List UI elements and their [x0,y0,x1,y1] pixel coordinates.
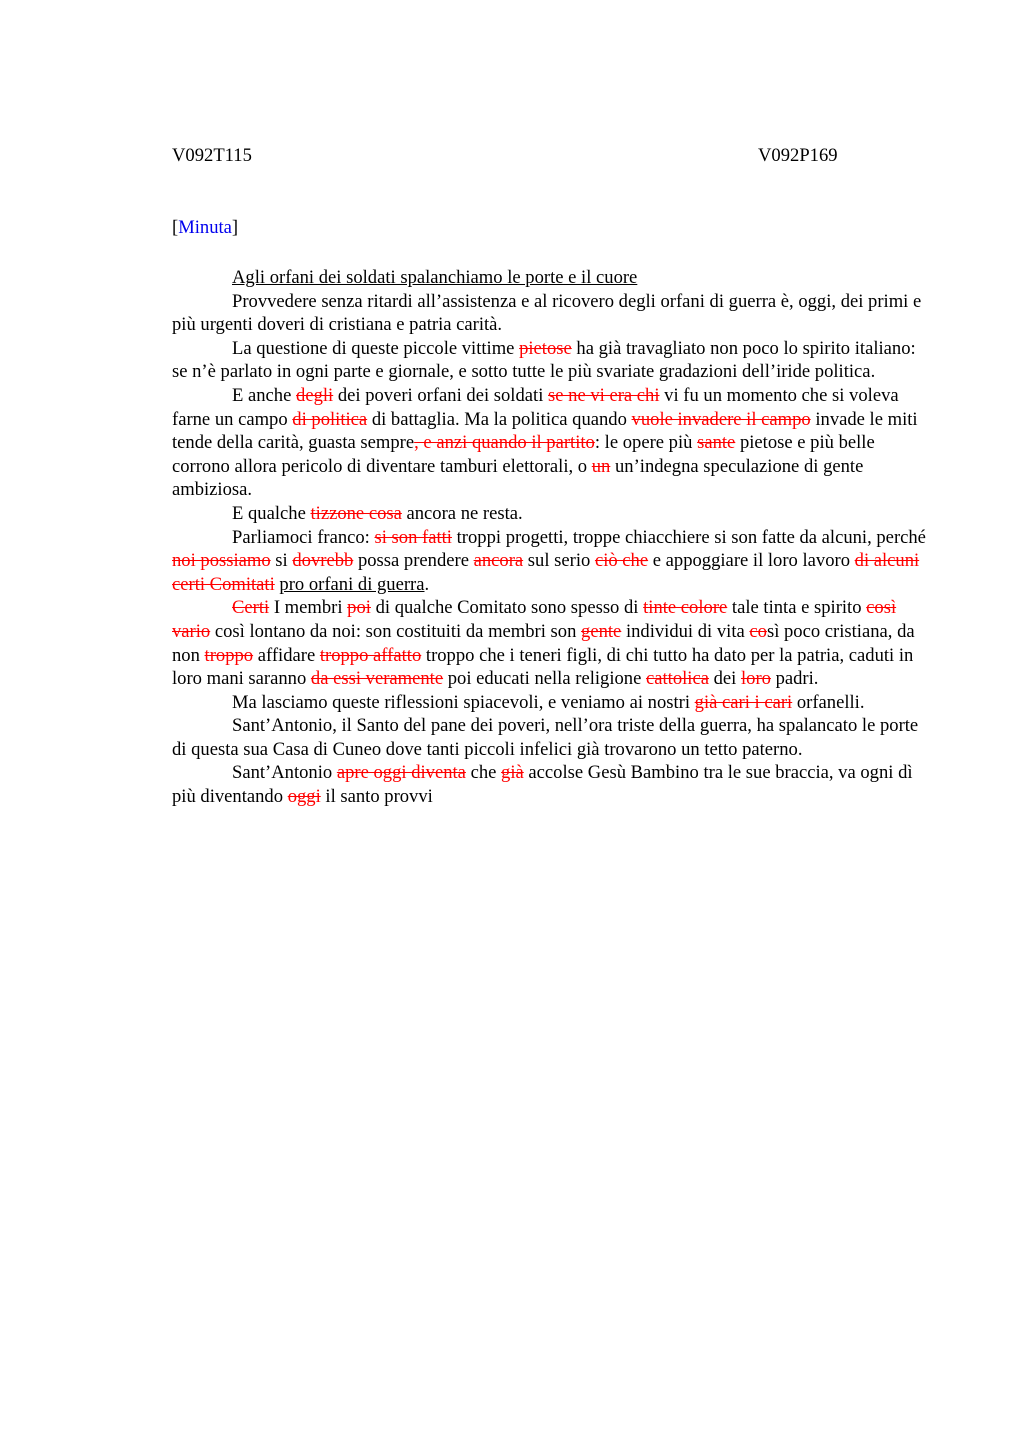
text-run: E anche [232,384,297,406]
text-run: sì poco cristiana, da non [172,620,915,666]
text-run: Parliamoci franco: [232,526,375,548]
deleted-text: loro [740,668,771,690]
paragraph [172,714,932,761]
text-run: accolse Gesù Bambino tra le sue braccia, va ogni dì più diventando [172,762,913,808]
deleted-text: cattolica [645,668,709,690]
paragraph [172,691,932,715]
document-title [172,266,932,290]
paragraph [172,502,932,526]
deleted-text: troppo [204,644,254,666]
deleted-text: pietose [519,337,572,359]
deleted-text: sante [697,432,736,454]
paragraph [172,596,932,690]
text-run: . [424,573,430,595]
deleted-text: troppo affatto [319,644,422,666]
text-run: invade le miti tende della carità, guasta sempre [172,408,918,454]
deleted-text: Certi [232,597,270,619]
text-run: Sant’Antonio, il Santo del pane dei poveri, nell’ora triste della guerra, ha spalancato le porte di questa sua Casa di Cuneo dove tanti piccoli infelici già trovarono un tetto paterno. [172,715,919,760]
deleted-text: un [591,455,611,477]
text-run: affidare [253,644,320,666]
document-body [172,266,932,809]
deleted-text: poi [347,597,371,619]
deleted-text: noi possiamo [172,550,271,572]
deleted-text: , e anzi quando il partito [414,432,595,454]
bracket-close: ] [231,217,239,238]
paragraph [172,384,932,502]
deleted-text: si son fatti [374,526,452,548]
deleted-text: di politica [292,408,368,430]
text-run: ha già travagliato non poco lo spirito italiano: se n’è parlato in ogni parte e giornale, e sotto tutte le più svariate gradazioni dell’iride politica. [172,337,916,383]
text-run: un’indegna speculazione di gente ambiziosa. [172,455,864,501]
deleted-text: oggi [287,786,321,808]
deleted-text: già [501,762,524,784]
text-run: si [270,550,293,572]
text-run: padri. [770,668,819,690]
text-run: ancora ne resta. [401,502,523,524]
deleted-text: vuole invadere il campo [631,408,811,430]
text-run: che [465,762,502,784]
text-run: : le opere più [594,432,698,454]
deleted-text: ciò che [594,550,649,572]
text-run: I membri [269,597,348,619]
text-run: e appoggiare il loro lavoro [648,550,855,572]
header-right-code: V092P169 [758,145,838,166]
paragraph [172,290,932,337]
bracket-open: [ [172,217,179,238]
deleted-text: co [749,620,767,642]
text-run: Provvedere senza ritardi all’assistenza e al ricovero degli orfani di guerra è, oggi, dei primi e più urgenti doveri di cristiana e patria carità. [172,290,922,336]
deleted-text: degli [296,384,334,406]
deleted-text: tizzone cosa [310,502,402,524]
text-run: vi fu un momento che si voleva farne un campo [172,384,899,430]
deleted-text: dovrebb [292,550,354,572]
deleted-text: se ne vi era chi [548,384,660,406]
deleted-text: di alcuni certi Comitati [172,550,920,595]
deleted-text: gente [581,620,622,642]
deleted-text: apre oggi diventa [336,762,466,784]
paragraphs [172,290,932,809]
title-text: Agli orfani dei soldati spalanchiamo le porte e il cuore [232,267,638,288]
text-run: dei poveri orfani dei soldati [333,384,549,406]
minuta-link[interactable]: Minuta [178,217,232,238]
text-run: troppo che i teneri figli, di chi tutto ha dato per la patria, caduti in loro mani saranno [172,644,914,690]
deleted-text: tinte colore [643,597,728,619]
text-run: individui di vita [621,620,750,642]
text-run: pietose e più belle corrono allora pericolo di diventare tamburi elettorali, o [172,432,875,477]
deleted-text: ancora [473,550,524,572]
paragraph [172,761,932,808]
text-run: così lontano da noi: son costituiti da membri son [210,620,582,642]
text-run: di qualche Comitato sono spesso di [370,597,644,619]
text-run: La questione di queste piccole vittime [232,337,520,359]
text-run: poi educati nella religione [443,668,646,690]
paragraph [172,337,932,384]
text-run: il santo provvi [320,786,433,808]
header-left-code: V092T115 [172,145,252,166]
deleted-text: da essi veramente [310,668,444,690]
text-run: orfanelli. [792,691,865,713]
text-run: troppi progetti, troppe chiacchiere si son fatte da alcuni, perché [451,526,926,548]
underlined-text: pro orfani di guerra [279,573,425,595]
text-run: Sant’Antonio [232,762,337,784]
text-run: di battaglia. Ma la politica quando [367,408,632,430]
text-run: possa prendere [353,550,474,572]
text-run: dei [708,668,741,690]
text-run: E qualche [232,502,311,524]
text-run: tale tinta e spirito [727,597,867,619]
text-run: Ma lasciamo queste riflessioni spiacevoli, e veniamo ai nostri [232,691,695,713]
paragraph [172,526,932,597]
text-run: sul serio [523,550,595,572]
deleted-text: così vario [172,597,897,642]
deleted-text: già cari i cari [694,691,793,713]
minuta-label [172,216,238,240]
